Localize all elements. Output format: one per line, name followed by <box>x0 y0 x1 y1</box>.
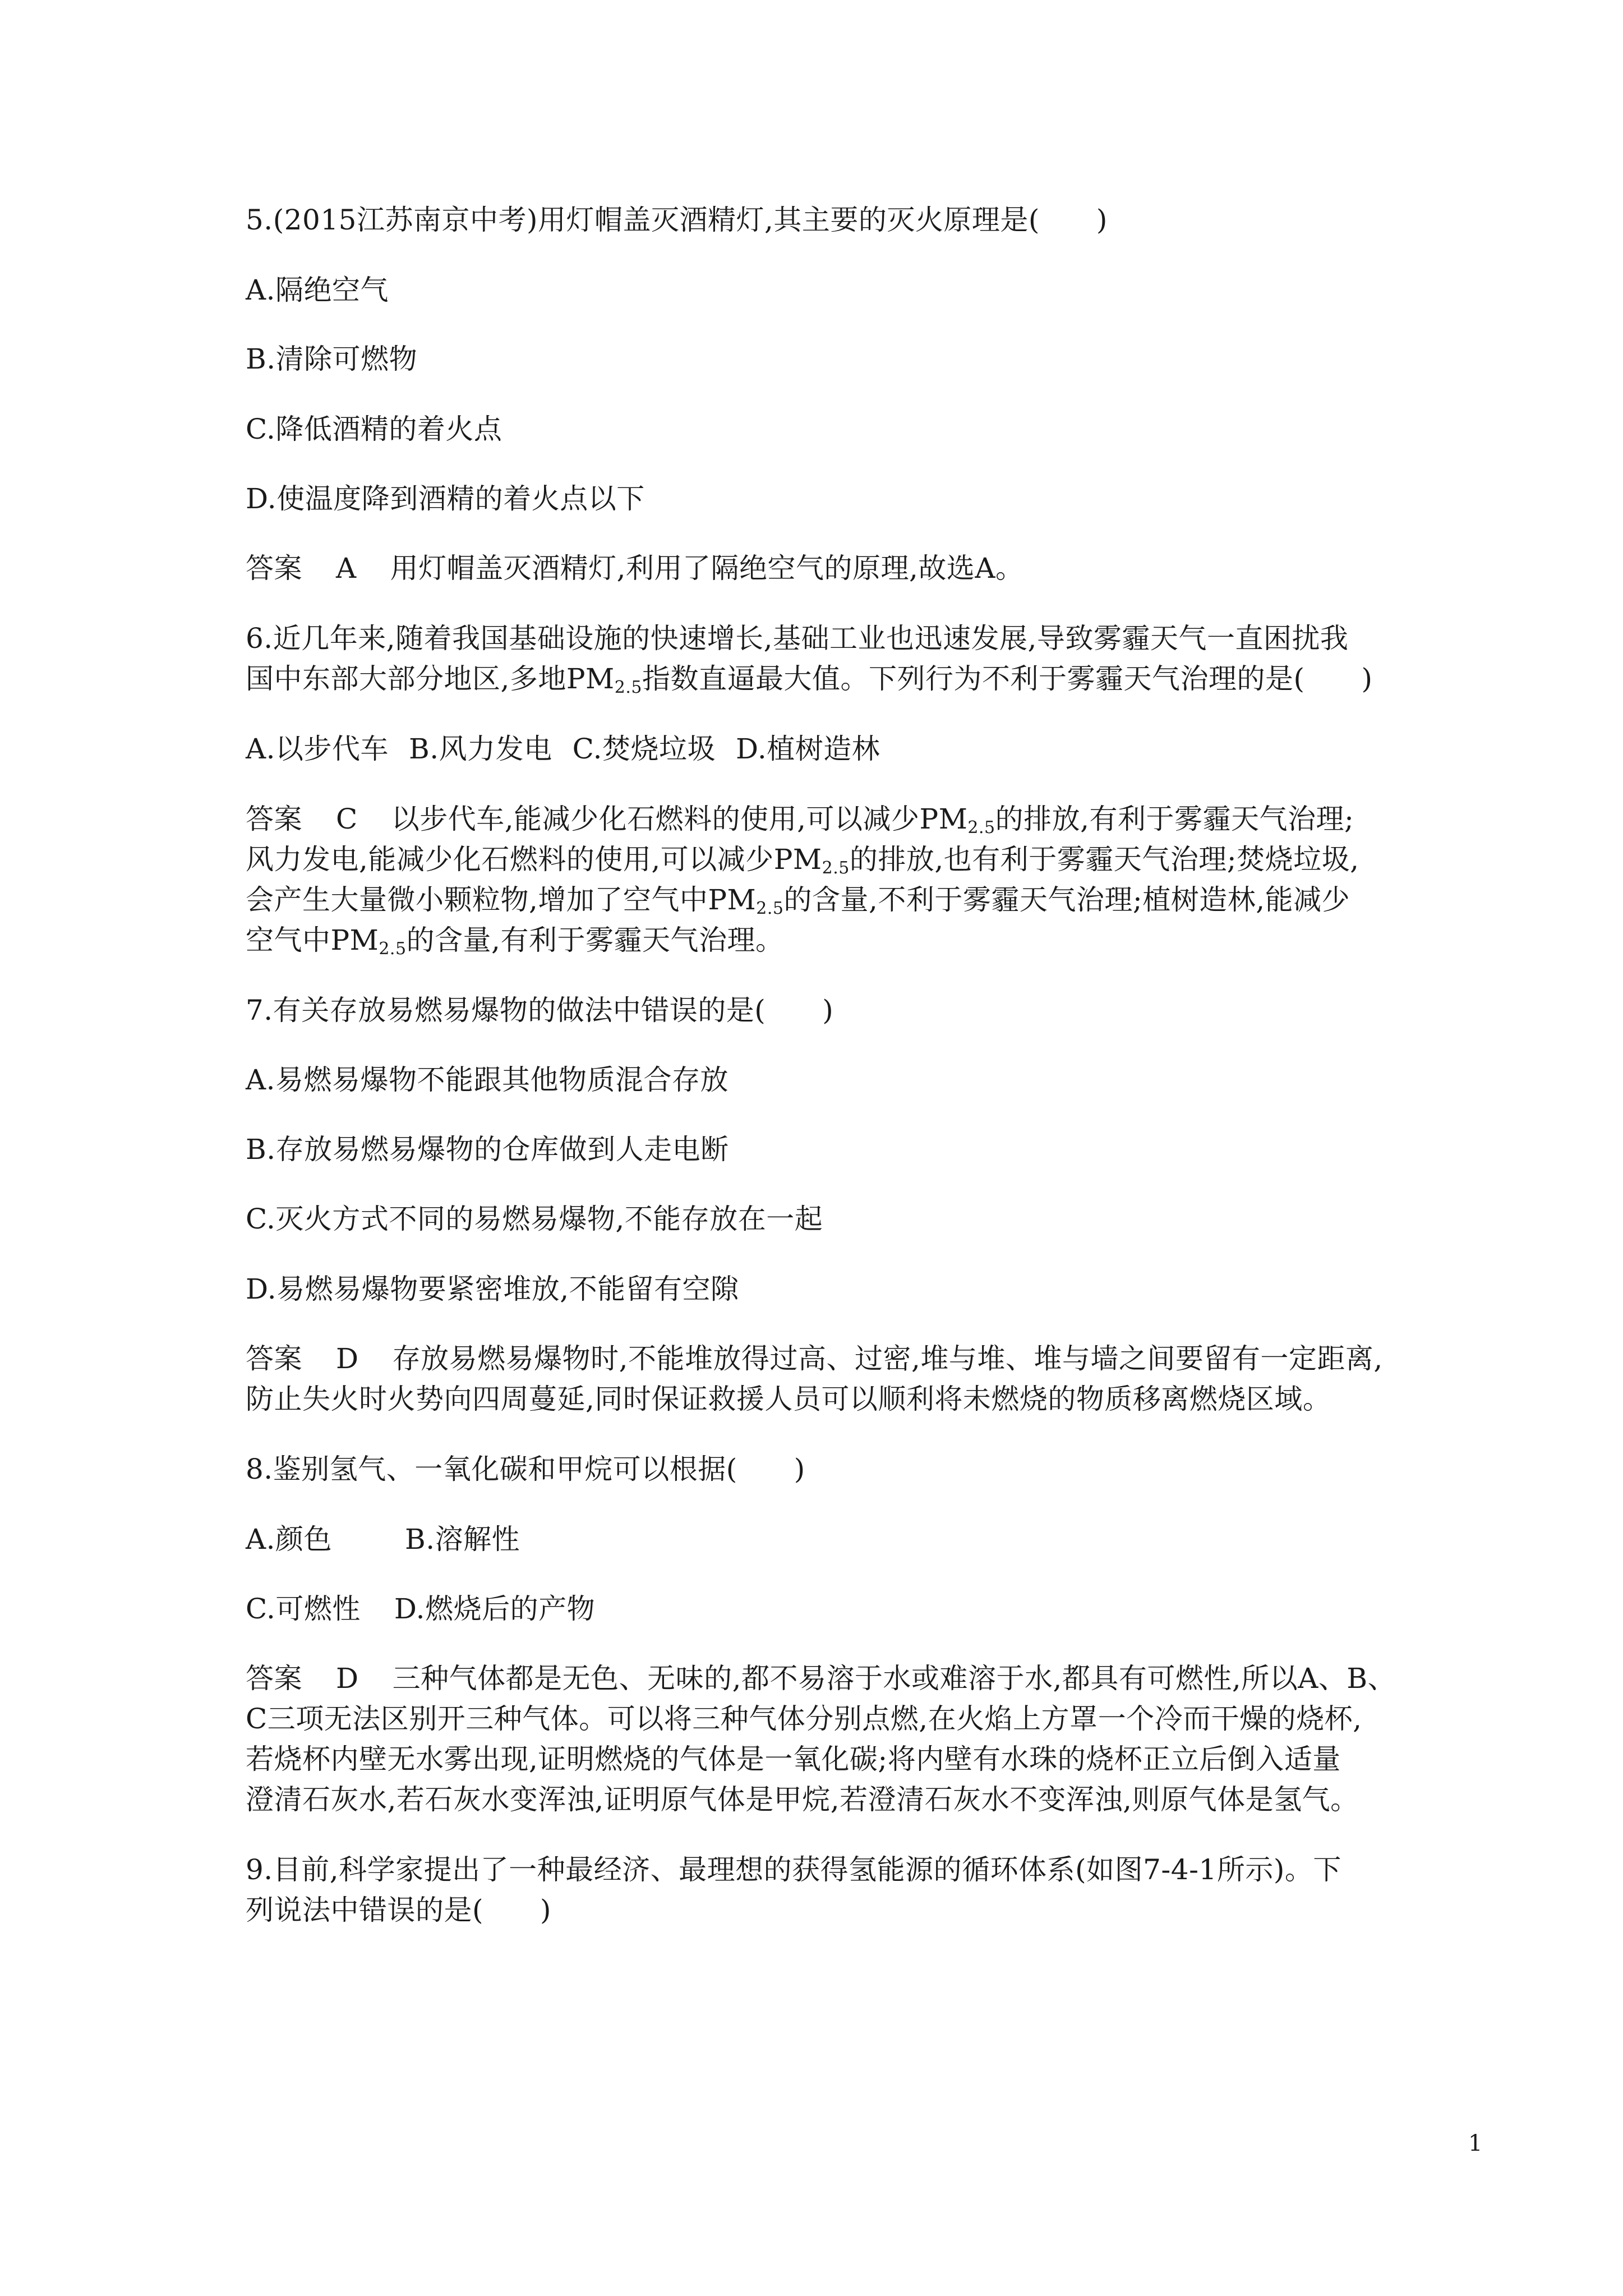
question-8-stem: 8.鉴别氢气、一氧化碳和甲烷可以根据( ) <box>246 1453 805 1485</box>
question-6-stem-line-2 <box>246 662 1372 696</box>
question-5-option-d: D.使温度降到酒精的着火点以下 <box>246 482 645 515</box>
question-6-options <box>246 732 880 766</box>
question-8-option-a: A.颜色 <box>246 1523 333 1556</box>
question-8-option-b: B.溶解性 <box>405 1523 520 1556</box>
question-6-option-d: D.植树造林 <box>736 733 880 765</box>
question-7-option-a: A.易燃易爆物不能跟其他物质混合存放 <box>246 1064 729 1096</box>
question-7-answer-line-2: 防止失火时火势向四周蔓延,同时保证救援人员可以顺利将未燃烧的物质移离燃烧区域。 <box>246 1383 1331 1415</box>
answer-text: 的含量,有利于雾霾天气治理。 <box>406 924 784 956</box>
question-9-stem-line-2: 列说法中错误的是( ) <box>246 1894 552 1926</box>
question-5-option-b: B.清除可燃物 <box>246 343 418 375</box>
answer-label: 答案 <box>246 803 302 835</box>
question-5-option-c: C.降低酒精的着火点 <box>246 413 502 445</box>
answer-text: 的含量,不利于雾霾天气治理;植树造林,能减少 <box>783 884 1350 916</box>
question-6-answer-line-1 <box>246 802 1354 836</box>
answer-key: D <box>336 1662 359 1695</box>
question-9-stem-line-1: 9.目前,科学家提出了一种最经济、最理想的获得氢能源的循环体系(如图7-4-1所示)。下 <box>246 1853 1341 1886</box>
answer-key: D <box>336 1342 359 1375</box>
answer-key: C <box>336 803 358 835</box>
subscript: 2.5 <box>614 678 642 697</box>
answer-text: 风力发电,能减少化石燃料的使用,可以减少PM <box>246 843 822 876</box>
question-8-answer-line-2: C三项无法区别开三种气体。可以将三种气体分别点燃,在火焰上方罩一个冷而干燥的烧杯, <box>246 1703 1362 1735</box>
answer-text: 以步代车,能减少化石燃料的使用,可以减少PM <box>391 803 968 835</box>
question-8-answer-line-4: 澄清石灰水,若石灰水变浑浊,证明原气体是甲烷,若澄清石灰水不变浑浊,则原气体是氢气。 <box>246 1783 1359 1816</box>
question-6-stem-line-1: 6.近几年来,随着我国基础设施的快速增长,基础工业也迅速发展,导致雾霾天气一直困扰我 <box>246 622 1349 655</box>
answer-label: 答案 <box>246 552 302 585</box>
question-5-answer <box>246 551 1024 585</box>
question-6-answer-line-2 <box>246 843 1359 876</box>
question-6-answer-line-4 <box>246 923 783 957</box>
question-7-option-b: B.存放易燃易爆物的仓库做到人走电断 <box>246 1133 729 1166</box>
question-7-stem: 7.有关存放易燃易爆物的做法中错误的是( ) <box>246 994 834 1027</box>
answer-text: 空气中PM <box>246 924 379 956</box>
question-5-option-a: A.隔绝空气 <box>246 274 389 306</box>
page-number: 1 <box>1468 2131 1483 2156</box>
question-6-option-c: C.焚烧垃圾 <box>572 733 716 765</box>
question-6-option-b: B.风力发电 <box>409 733 552 765</box>
answer-explanation: 用灯帽盖灭酒精灯,利用了隔绝空气的原理,故选A。 <box>390 552 1024 585</box>
subscript: 2.5 <box>822 858 850 878</box>
subscript: 2.5 <box>379 939 407 959</box>
question-8-option-c: C.可燃性 <box>246 1593 361 1625</box>
answer-text: 三种气体都是无色、无味的,都不易溶于水或难溶于水,都具有可燃性,所以A、B、 <box>392 1662 1396 1695</box>
question-5-stem: 5.(2015江苏南京中考)用灯帽盖灭酒精灯,其主要的灭火原理是( ) <box>246 204 1108 236</box>
stem-text: 国中东部大部分地区,多地PM <box>246 662 615 695</box>
question-8-options-row-2 <box>246 1592 595 1626</box>
answer-text: 的排放,有利于雾霾天气治理; <box>995 803 1354 835</box>
subscript: 2.5 <box>967 818 995 838</box>
answer-text: 存放易燃易爆物时,不能堆放得过高、过密,堆与堆、堆与墙之间要留有一定距离, <box>392 1342 1383 1375</box>
question-6-option-a: A.以步代车 <box>246 733 389 765</box>
question-7-answer-line-1 <box>246 1342 1383 1375</box>
answer-text: 会产生大量微小颗粒物,增加了空气中PM <box>246 884 757 916</box>
answer-key: A <box>336 552 357 585</box>
question-8-answer-line-3: 若烧杯内壁无水雾出现,证明燃烧的气体是一氧化碳;将内壁有水珠的烧杯正立后倒入适量 <box>246 1743 1341 1775</box>
question-8-options-row-1 <box>246 1522 520 1556</box>
question-7-option-c: C.灭火方式不同的易燃易爆物,不能存放在一起 <box>246 1203 823 1235</box>
stem-text: 指数直逼最大值。下列行为不利于雾霾天气治理的是( ) <box>642 662 1373 695</box>
question-8-option-d: D.燃烧后的产物 <box>394 1593 596 1625</box>
question-8-answer-line-1 <box>246 1662 1396 1695</box>
subscript: 2.5 <box>756 899 784 918</box>
answer-label: 答案 <box>246 1342 302 1375</box>
answer-label: 答案 <box>246 1662 302 1695</box>
question-6-answer-line-3 <box>246 883 1350 917</box>
answer-text: 的排放,也有利于雾霾天气治理;焚烧垃圾, <box>849 843 1359 876</box>
question-7-option-d: D.易燃易爆物要紧密堆放,不能留有空隙 <box>246 1273 739 1305</box>
